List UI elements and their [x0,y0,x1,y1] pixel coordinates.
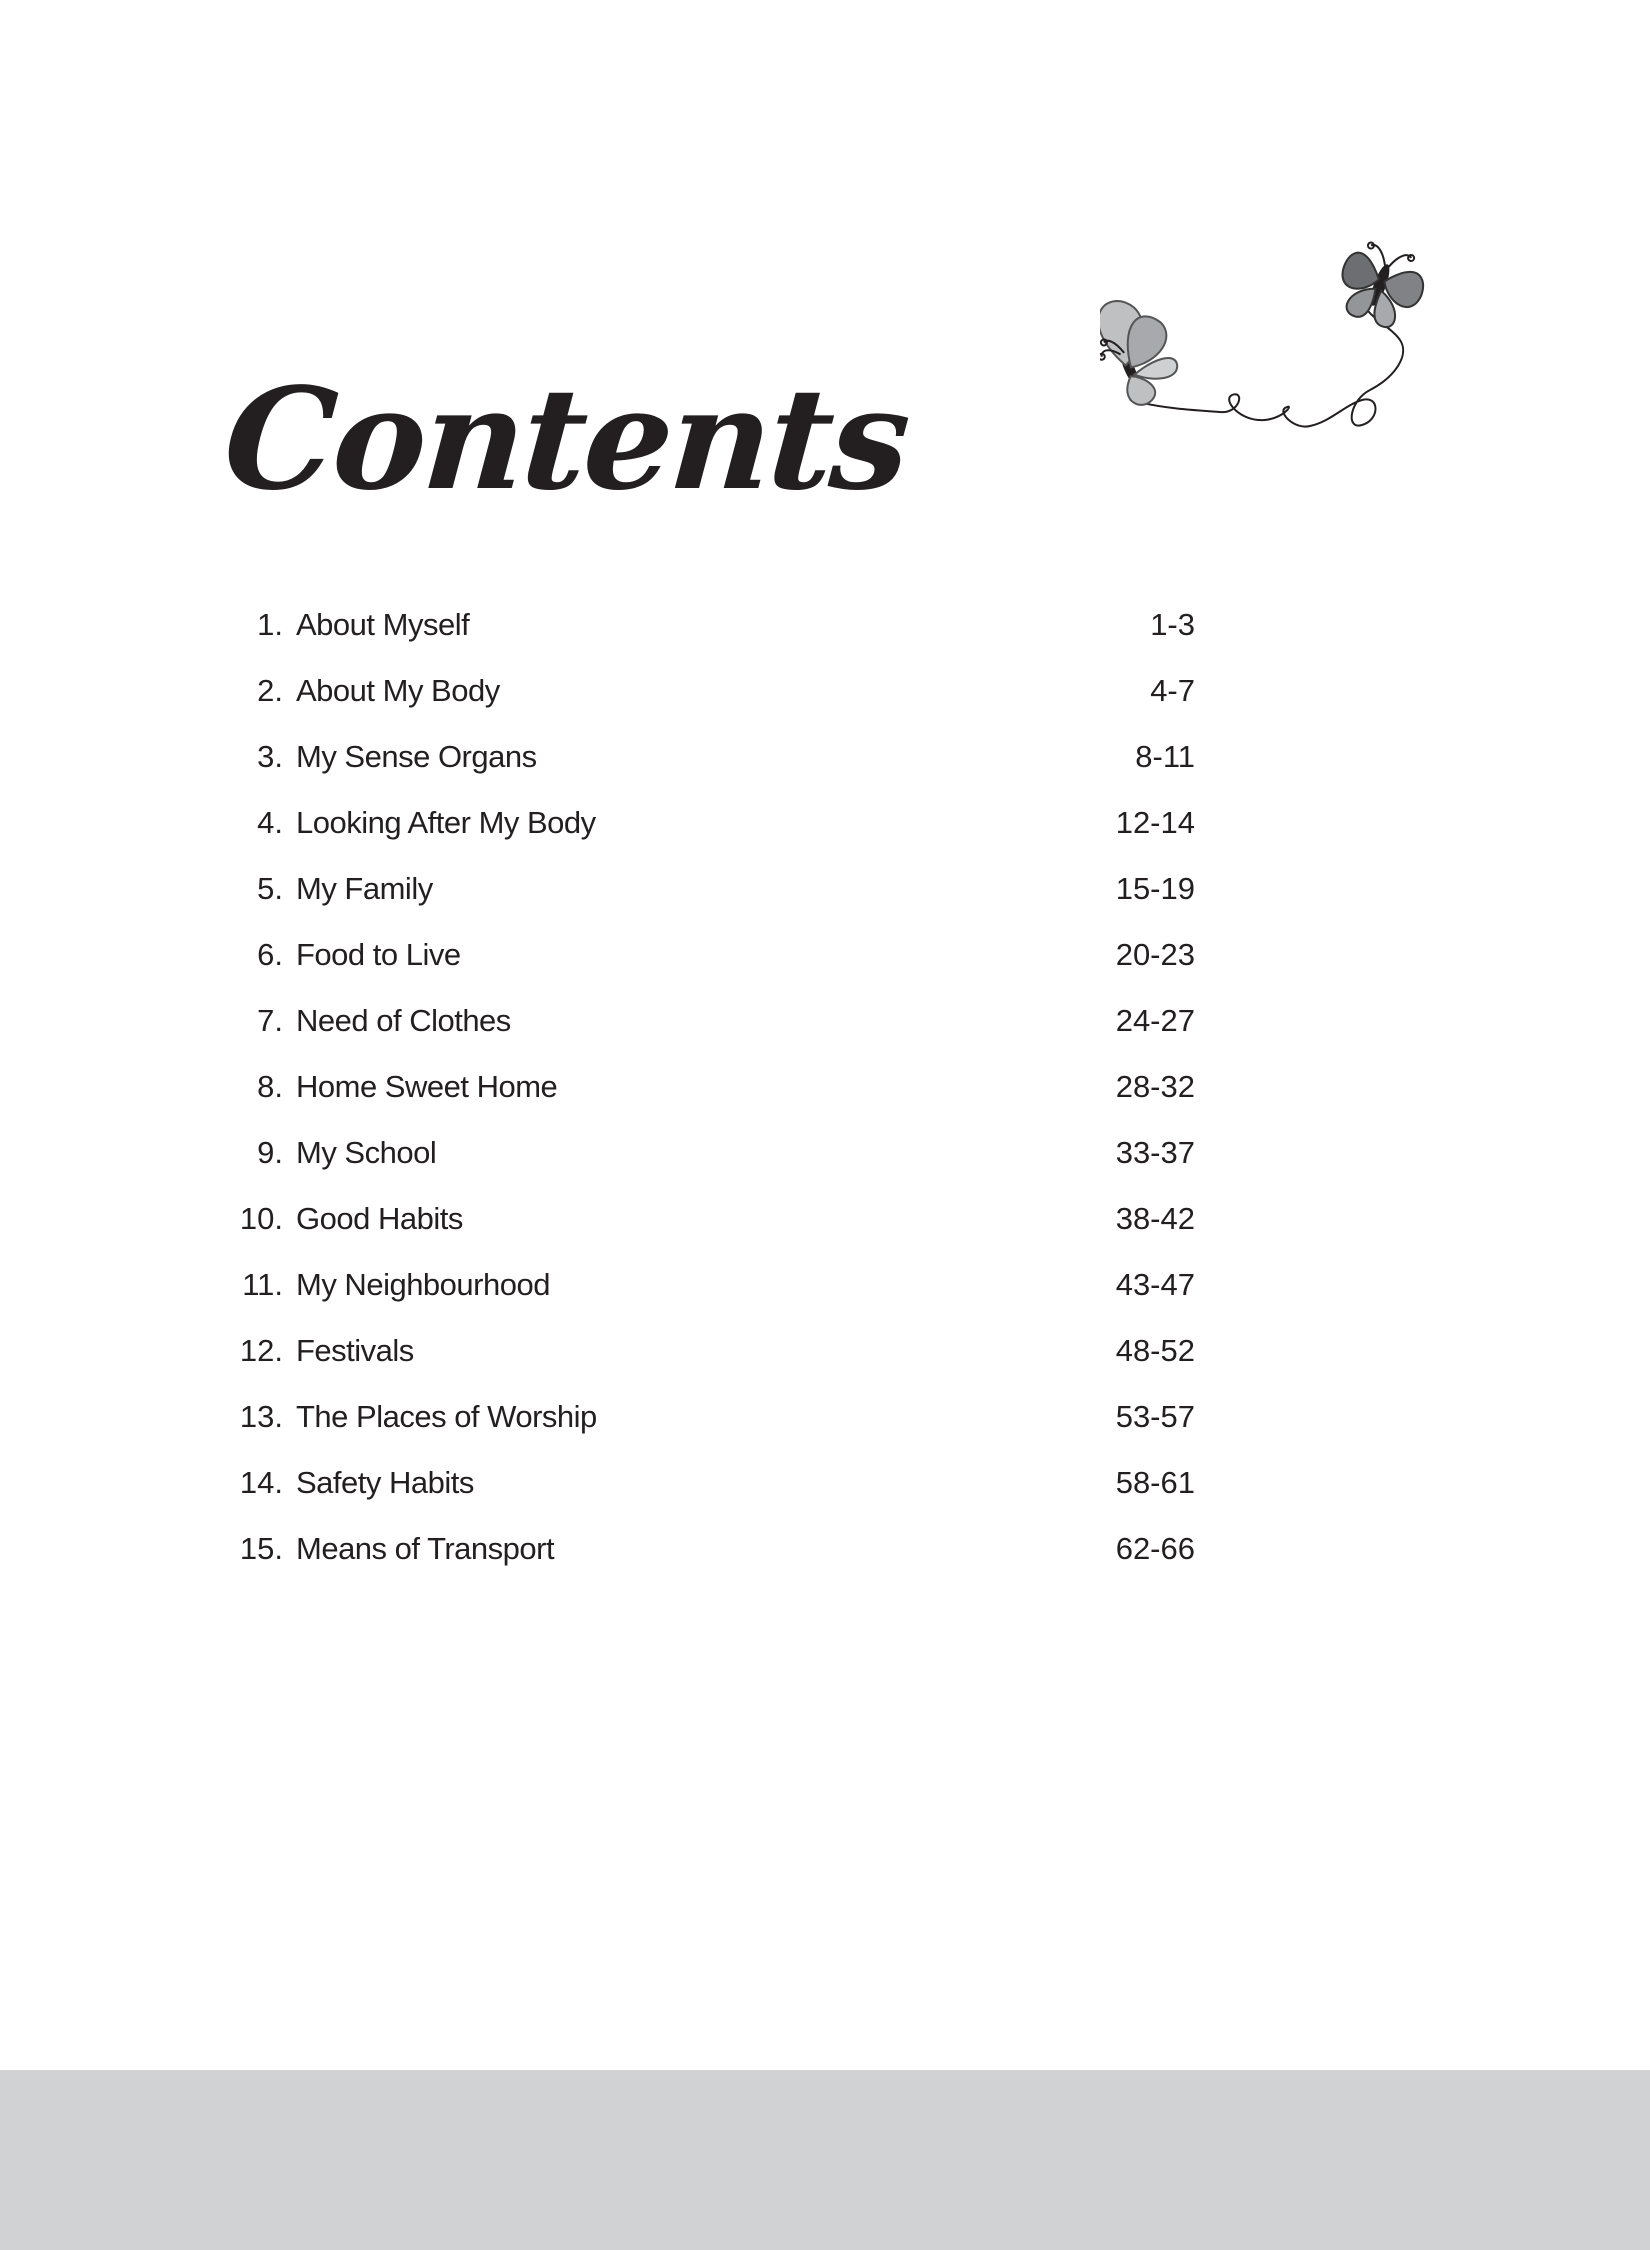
chapter-title: Festivals [296,1333,414,1368]
chapter-number: 13. [239,1399,283,1434]
chapter-title: Food to Live [296,937,461,972]
chapter-number: 7. [257,1003,283,1038]
page-range: 4-7 [1150,673,1195,708]
chapter-number: 6. [257,937,283,972]
right-butterfly-icon [1329,235,1433,336]
chapter-title: Good Habits [296,1201,463,1236]
chapter-title: My Family [296,871,433,906]
page-range: 33-37 [1115,1135,1195,1170]
toc-row[interactable] [230,1516,1195,1582]
page-range: 1-3 [1150,607,1195,642]
chapter-title: Means of Transport [296,1531,555,1566]
toc-row[interactable] [230,1186,1195,1252]
table-of-contents [230,592,1195,1582]
chapter-title: Home Sweet Home [296,1069,558,1104]
page-range: 12-14 [1115,805,1195,840]
toc-row[interactable] [230,1384,1195,1450]
chapter-number: 4. [257,805,283,840]
chapter-number: 2. [257,673,283,708]
toc-row[interactable] [230,790,1195,856]
chapter-title: Looking After My Body [296,805,596,840]
chapter-number: 8. [257,1069,283,1104]
page-range: 53-57 [1115,1399,1195,1434]
chapter-number: 5. [257,871,283,906]
page-range: 24-27 [1115,1003,1195,1038]
toc-row[interactable] [230,658,1195,724]
page-range: 48-52 [1115,1333,1195,1368]
chapter-number: 11. [242,1267,283,1302]
chapter-number: 10. [239,1201,283,1236]
page-range: 38-42 [1115,1201,1195,1236]
toc-row[interactable] [230,988,1195,1054]
toc-row[interactable] [230,922,1195,988]
page-title: Contents [219,358,913,522]
chapter-number: 3. [257,739,283,774]
page-range: 8-11 [1135,739,1195,774]
chapter-number: 12. [239,1333,283,1368]
chapter-title: About Myself [296,607,470,642]
toc-row[interactable] [230,1252,1195,1318]
page-range: 15-19 [1115,871,1195,906]
chapter-number: 9. [257,1135,283,1170]
toc-row[interactable] [230,724,1195,790]
page-range: 28-32 [1115,1069,1195,1104]
left-butterfly-icon [1100,286,1190,414]
chapter-title: About My Body [296,673,500,708]
chapter-title: My Neighbourhood [296,1267,550,1302]
toc-row[interactable] [230,1054,1195,1120]
butterflies-icon [1100,230,1450,470]
chapter-title: The Places of Worship [296,1399,597,1434]
chapter-number: 15. [239,1531,283,1566]
chapter-title: Need of Clothes [296,1003,511,1038]
chapter-number: 14. [239,1465,283,1500]
chapter-title: My School [296,1135,437,1170]
chapter-title: Safety Habits [296,1465,474,1500]
toc-row[interactable] [230,856,1195,922]
chapter-number: 1. [257,607,283,642]
page-range: 58-61 [1115,1465,1195,1500]
page-range: 62-66 [1115,1531,1195,1566]
toc-row[interactable] [230,1318,1195,1384]
chapter-title: My Sense Organs [296,739,537,774]
footer-band [0,2070,1650,2250]
toc-row[interactable] [230,1450,1195,1516]
toc-row[interactable] [230,1120,1195,1186]
page-range: 20-23 [1115,937,1195,972]
toc-row[interactable] [230,592,1195,658]
page-range: 43-47 [1115,1267,1195,1302]
